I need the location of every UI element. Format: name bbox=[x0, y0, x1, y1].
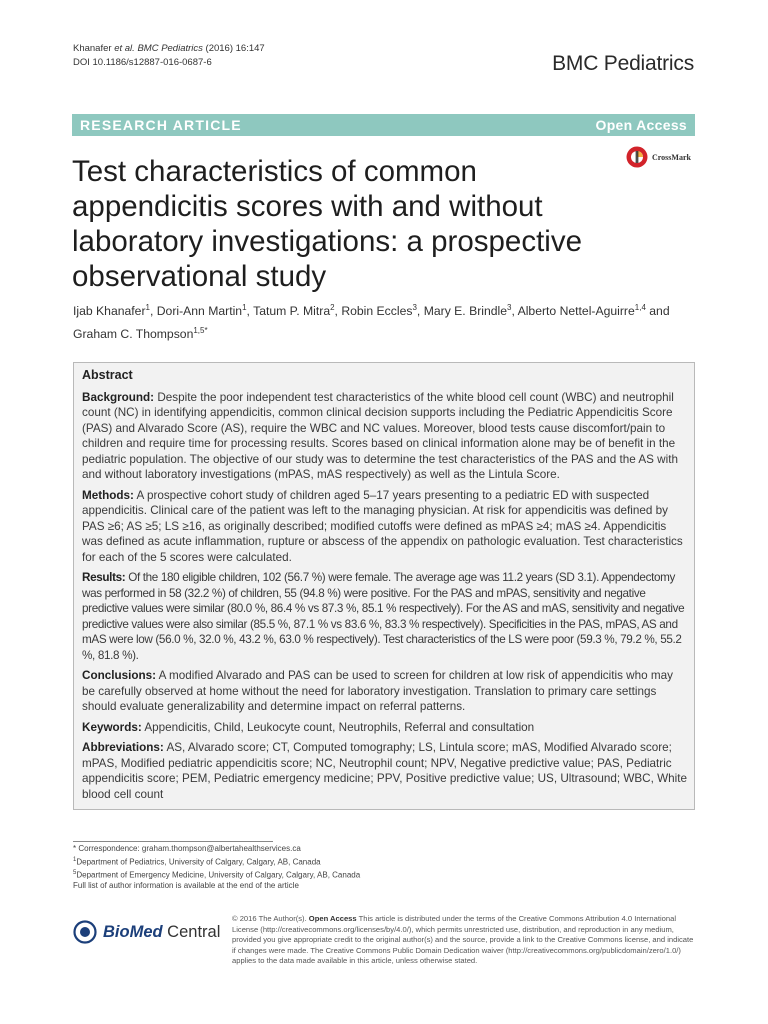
author-name: Ijab Khanafer bbox=[73, 304, 146, 319]
biomed-central-logo bbox=[73, 920, 220, 944]
affiliation-5-text: Department of Emergency Medicine, University of Calgary, Calgary, AB, Canada bbox=[76, 870, 361, 880]
citation-header bbox=[73, 42, 265, 70]
abbreviations-label: Abbreviations: bbox=[82, 741, 164, 754]
open-access-bold: Open Access bbox=[308, 914, 357, 923]
author-name: Tatum P. Mitra bbox=[253, 304, 331, 319]
methods-label: Methods: bbox=[82, 488, 134, 502]
background-text: Despite the poor independent test characteristics of the white blood cell count (WBC) and neutrophil count (NC) in identifying appendicitis, common clinical decision supports including the Pediatric Appendicitis Score (PAS) and Alvarado Score (AS), require the WBC and NC values. Moreover, blood tests cause discomfort/pain to children and require time for processing results. Scores based on clinical information alone may be of benefit in the pediatric population. The objective of our study was to determine the test characteristics of the PAS and the AS with and without laboratory investigations (mPAS, mAS respectively) as well as the Lintula Score. bbox=[82, 390, 678, 481]
author-name: Alberto Nettel-Aguirre bbox=[517, 304, 635, 319]
journal-name: BMC Pediatrics bbox=[552, 52, 694, 75]
crossmark-icon bbox=[626, 146, 648, 168]
abstract-keywords bbox=[82, 720, 688, 736]
keywords-text: Appendicitis, Child, Leukocyte count, Neutrophils, Referral and consultation bbox=[144, 720, 535, 734]
article-type-label: RESEARCH ARTICLE bbox=[80, 117, 242, 133]
crossmark-label: CrossMark bbox=[652, 152, 691, 162]
biomed-central-icon bbox=[73, 920, 97, 944]
author-affiliation: 2 bbox=[330, 303, 335, 312]
results-text: Of the 180 eligible children, 102 (56.7 %) were female. The average age was 11.2 years (SD 3.1). Appendectomy was performed in 58 (32.2 %) of children, 55 (94.8 %) were positive. For the PAS and mPAS, sensitivity and negative predictive values were similar (80.0 %, 86.4 % vs 87.3 %, 85.1 % respectively). For the AS and mAS, sensitivity and negative predictive values were also similar (85.5 %, 87.1 % vs 83.6 %, 83.3 % respectively). Specificities in the PAS, mPAS, AS and mAS were low (56.0 %, 32.0 %, 43.2 %, 63.0 % respectively). Test characteristics of the LS were poor (59.3 %, 79.2 %, 55.2 %, 81.8 %). bbox=[82, 571, 685, 662]
author-name: Graham C. Thompson bbox=[73, 327, 194, 342]
abbreviations-text: AS, Alvarado score; CT, Computed tomography; LS, Lintula score; mAS, Modified Alvarado score; mPAS, Modified pediatric appendicitis score; NC, Neutrophil count; NPV, Negative predictive value; PAS, Pediatric appendicitis score; PEM, Pediatric emergency medicine; PPV, Positive predictive value; US, Ultrasound; WBC, White blood cell count bbox=[82, 741, 687, 801]
abstract-abbreviations bbox=[82, 740, 688, 802]
conclusions-label: Conclusions: bbox=[82, 669, 157, 682]
abstract-methods bbox=[82, 488, 688, 566]
author-name: Dori-Ann Martin bbox=[156, 304, 243, 319]
background-label: Background: bbox=[82, 390, 155, 404]
affiliation-1-text: Department of Pediatrics, University of Calgary, Calgary, AB, Canada bbox=[76, 857, 321, 867]
footnotes bbox=[73, 844, 373, 891]
author-affiliation: 3 bbox=[412, 303, 417, 312]
author-affiliation: 1,4 bbox=[634, 303, 646, 312]
full-author-info-note: Full list of author information is available at the end of the article bbox=[73, 880, 299, 890]
copyright-notice: © 2016 The Author(s). bbox=[232, 914, 309, 923]
correspondence: * Correspondence: graham.thompson@albertahealthservices.ca bbox=[73, 844, 301, 853]
author-name: Mary E. Brindle bbox=[423, 304, 508, 319]
conclusions-text: A modified Alvarado and PAS can be used to screen for children at low risk of appendicitis who may be carefully observed at home without the need for laboratory investigation. Translation to primary care settings should evaluate generalizability and determine impact on referral patterns. bbox=[82, 669, 673, 713]
logo-biomed: BioMed bbox=[103, 922, 163, 941]
abstract-conclusions bbox=[82, 668, 688, 715]
abstract-results bbox=[82, 570, 688, 663]
citation-journal: et al. BMC Pediatrics bbox=[114, 43, 203, 54]
affiliation-1-number: 1 bbox=[73, 856, 77, 863]
results-label: Results: bbox=[82, 571, 126, 584]
citation-year-volume: (2016) 16:147 bbox=[202, 43, 265, 54]
keywords-label: Keywords: bbox=[82, 720, 142, 734]
logo-central: Central bbox=[162, 922, 221, 941]
footnote-divider bbox=[73, 841, 273, 842]
abstract-content bbox=[82, 368, 688, 807]
author-affiliation: 1,5* bbox=[193, 326, 208, 336]
license-text: This article is distributed under the terms of the Creative Commons Attribution 4.0 International License (http://creativecommons.org/licenses/by/4.0/), which permits unrestricted use, distribution, and reproduction in any medium, provided you give appropriate credit to the original author(s) and the source, provide a link to the Creative Commons license, and indicate if changes were made. The Creative Commons Public Domain Dedication waiver (http://creativecommons.org/publicdomain/zero/1.0/) applies to the data made available in this article, unless otherwise stated. bbox=[232, 914, 694, 965]
article-title: Test characteristics of common appendicitis scores with and without laboratory investigations: a prospective observational study bbox=[72, 155, 582, 293]
biomed-central-wordmark bbox=[103, 923, 220, 942]
doi[interactable]: DOI 10.1186/s12887-016-0687-6 bbox=[73, 57, 212, 68]
affiliation-5 bbox=[73, 868, 373, 881]
author-affiliation: 1 bbox=[145, 303, 150, 312]
open-access-label: Open Access bbox=[595, 117, 687, 133]
abstract-heading: Abstract bbox=[82, 368, 133, 382]
citation-author: Khanafer bbox=[73, 43, 112, 54]
affiliation-1 bbox=[73, 855, 373, 868]
affiliation-5-number: 5 bbox=[73, 869, 77, 876]
author-name: Robin Eccles bbox=[341, 304, 413, 319]
crossmark-badge[interactable] bbox=[626, 146, 691, 168]
author-list: Ijab Khanafer$^1$, Dori-Ann Martin$^1$, Tatum P. Mitra$^2$, Robin Eccles$^3$, Mary E. Brindle$^3$, Alberto Nettel-Aguirre$^{1,4}$ and Graham C. Thompson$^{1,5*}$ bbox=[73, 303, 670, 342]
license-statement bbox=[232, 914, 697, 967]
article-type-banner bbox=[72, 114, 695, 136]
author-affiliation: 1 bbox=[242, 303, 247, 312]
methods-text: A prospective cohort study of children aged 5–17 years presenting to a pediatric ED with suspected appendicitis. Clinical care of the patient was left to the managing physician. At risk for appendicitis was defined by PAS ≥6; AS ≥5; LS ≥16, as originally described; modified cutoffs were defined as mPAS ≥4; mAS ≥4. Appendicitis was defined as acute inflammation, rupture or abscess of the appendix on pathologic evaluation. Test characteristics for each of the 5 scores were calculated. bbox=[82, 488, 683, 564]
abstract-background bbox=[82, 390, 688, 483]
author-affiliation: 3 bbox=[507, 303, 512, 312]
